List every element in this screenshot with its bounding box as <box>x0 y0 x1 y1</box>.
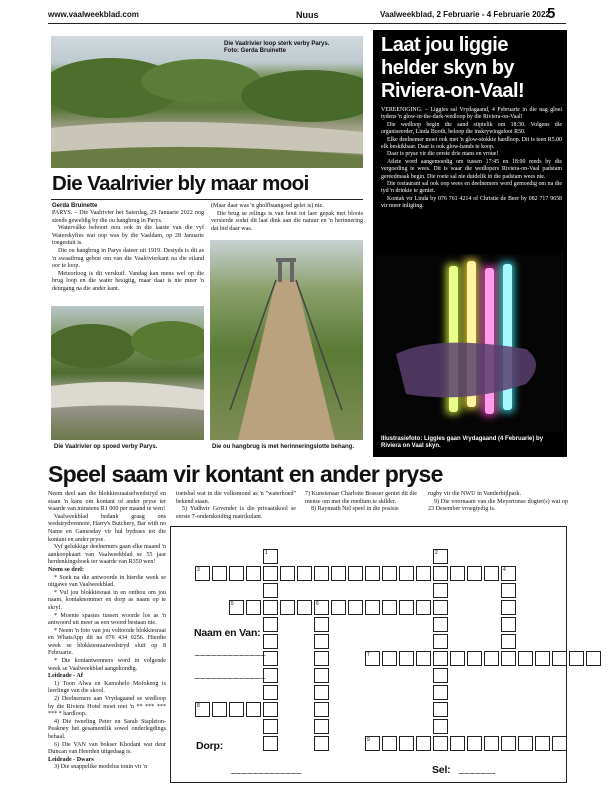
cell-line[interactable]: .............................. <box>458 767 495 776</box>
website-url[interactable]: www.vaalweekblad.com <box>48 10 139 19</box>
contest-paragraph: 1) Toon Alwa en Kamohelo Mofokeng is leerlinge van die skool. <box>48 680 166 695</box>
dateline: Vaalweekblad, 2 Februarie - 4 Februarie 2022 <box>380 10 550 19</box>
contest-headline: Speel saam vir kontant en ander pryse <box>48 461 443 487</box>
section-name: Nuus <box>296 10 319 20</box>
clue-number: 8 <box>197 703 200 709</box>
crossword-cell[interactable] <box>399 736 414 751</box>
crossword-cell[interactable] <box>263 634 278 649</box>
crossword-cell[interactable] <box>416 566 431 581</box>
contest-paragraph: 4) Die tweeling Peter en Sarah Stapleton-Peakney het gesamentlik sowel onderlegdings behaal. <box>48 718 166 740</box>
ad-paragraph: Die wedloop begin die aand stiptelik om 18:30. Volgens die organiseerder, Linda Booth, beloop die inskrywingsfooi R50. <box>381 121 562 136</box>
crossword-cell[interactable] <box>314 719 329 734</box>
crossword-cell[interactable] <box>314 634 329 649</box>
crossword-cell[interactable] <box>280 600 295 615</box>
town-line[interactable]: .......................................................... <box>230 767 301 776</box>
crossword-cell[interactable] <box>535 651 550 666</box>
glowsticks-photo <box>376 254 564 432</box>
crossword-cell[interactable] <box>399 651 414 666</box>
clue-number: 9 <box>367 737 370 743</box>
contest-column-4 <box>428 491 568 514</box>
crossword-cell[interactable] <box>263 719 278 734</box>
contest-paragraph: * Vul jou blokkiesraai in en onthou om jou naam, kontaknommer en dorp as naam op te skryf. <box>48 589 166 611</box>
crossword-cell[interactable] <box>484 651 499 666</box>
clue-number: 4 <box>503 567 506 573</box>
story-paragraph: (Maar daar was 'n gholfbaangoed gelei is) nie. <box>211 203 324 209</box>
ad-paragraph: Die restaurant sal ook oop wees en deelnemers word gemoedig om na die tyd 'n drinkie te geniet. <box>381 181 562 195</box>
story-paragraph: Waterválke behoort nou ook in die laaste van die vyf Waterskyfies wat oop was by die Vaaldam, op 28 Januarie toegestuit is. <box>52 225 204 247</box>
crossword-cell[interactable] <box>552 736 567 751</box>
crossword-cell[interactable] <box>399 600 414 615</box>
crossword-cell[interactable] <box>552 651 567 666</box>
story-paragraph: Die brug se relings is van hout tot laer gepak met bloots versierde sodat dit laat dink aan die natuur en 'n herinnering dat bid daar was. <box>211 210 363 232</box>
story-paragraph: Die ou hangbrug in Parys dateer uit 1919. Destyds is dit as 'n swaaibrug gebou om van die Vaalrivierkant na die eiland oor te loop. <box>52 247 204 270</box>
crossword-cell[interactable] <box>263 566 278 581</box>
crossword-cell[interactable] <box>314 685 329 700</box>
story-rule <box>51 199 363 200</box>
name-line-2[interactable]: .......................................................... <box>194 672 265 681</box>
crossword-cell[interactable] <box>484 566 499 581</box>
bridge-graphic <box>210 240 363 440</box>
crossword-cell[interactable] <box>280 566 295 581</box>
ad-paragraph: Elke deelnemer moet ook met 'n glow-stokkie hardloop. Dit is teen R5.00 elk beskikbaar. Daar is ook glow-bands te koop. <box>381 136 562 151</box>
contest-paragraph: * Soek na die antwoorde in hierdie week se uitgawe van Vaalweekblad. <box>48 574 166 589</box>
contest-column-1 <box>48 491 166 772</box>
contest-paragraph: * Die kontantwenners word in volgende week se Vaalweekblad aangekondig. <box>48 658 166 672</box>
rapids-graphic <box>51 306 204 440</box>
vaal-river-photo <box>51 36 363 168</box>
ad-headline: Laat jou liggie helder skyn by Riviera-on-Vaal! <box>381 34 525 102</box>
crossword-cell[interactable] <box>484 736 499 751</box>
crossword-cell[interactable] <box>501 617 516 632</box>
ad-paragraph: Kontak vir Linda by 076 761 4214 of Christie de Beer by 082 717 9658 vir meer inligting. <box>381 195 562 210</box>
crossword-cell[interactable] <box>450 736 465 751</box>
crossword-cell[interactable] <box>501 651 516 666</box>
crossword-cell[interactable] <box>314 668 329 683</box>
contest-paragraph: 2) Deelnemers aan Vrydagaand se wedloop by die Riviera Hotel moet met 'n ** *** *** *** * hardloop. <box>48 696 166 718</box>
crossword-cell[interactable] <box>433 685 448 700</box>
crossword-cell[interactable] <box>263 600 278 615</box>
crossword-cell[interactable] <box>229 702 244 717</box>
story-byline: Gerda Bruinette <box>52 203 98 209</box>
crossword-cell[interactable] <box>433 719 448 734</box>
story-paragraph: Meteorloog is dit verskuif. Vandag kan mens wel op die brug loop en die water besigtig, maar daar is nie meer 'n deurgang na die ander kant. <box>52 270 204 292</box>
crossword-cell[interactable] <box>314 736 329 751</box>
river-rapids-photo <box>51 306 204 440</box>
crossword-cell[interactable] <box>399 566 414 581</box>
crossword-cell[interactable] <box>297 600 312 615</box>
contest-column-3 <box>305 491 417 514</box>
river-photo-caption: Die Vaalrivier loop sterk verby Parys. Foto: Gerda Bruinette <box>224 41 330 54</box>
town-label: Dorp: <box>196 740 223 752</box>
contest-paragraph: Leidrade - Af <box>48 673 83 680</box>
contest-paragraph: * Neem 'n foto van jou voltooide blokkiesraai en WhatsApp dit na 076 434 0256. Hierdie week se blokkiesraaiwedstryd sluit op 8 Februarie. <box>48 627 166 657</box>
contest-paragraph: Vaalweekblad bedank graag ons wedstrydvennote, Harry's Butchery, Bar with no Name en Gamesday vir hul bydraes tot die kontant en ander pryse. <box>48 513 166 543</box>
ad-body <box>381 107 562 211</box>
crossword-cell[interactable] <box>433 702 448 717</box>
crossword-cell[interactable] <box>416 736 431 751</box>
crossword-cell[interactable] <box>569 651 584 666</box>
crossword-cell[interactable] <box>263 651 278 666</box>
contest-paragraph: Neem so deel: <box>48 566 84 573</box>
clue-number: 2 <box>435 550 438 556</box>
story-column-1 <box>52 210 204 294</box>
contest-paragraph: toetsbal wat in die volksmond as 'n "waterhoed" bekend staan. <box>176 491 296 505</box>
crossword-cell[interactable] <box>433 668 448 683</box>
crossword-cell[interactable] <box>314 651 329 666</box>
contest-paragraph: * Moenie spasies tussen woorde los as 'n antwoord uit meer as een woord bestaan nie. <box>48 612 166 627</box>
crossword-cell[interactable] <box>433 634 448 649</box>
crossword-cell[interactable] <box>518 736 533 751</box>
crossword-cell[interactable] <box>246 566 261 581</box>
crossword-cell[interactable] <box>450 651 465 666</box>
crossword-cell[interactable] <box>314 566 329 581</box>
contest-paragraph: 6) Die VAN van bokser Khodani wat deur Duncan van Heerden uitgedaag is. <box>48 741 166 756</box>
bridge-photo-caption: Die ou hangbrug is met herinneringslotte behang. <box>212 444 355 450</box>
header-rule <box>48 23 566 24</box>
name-label: Naam en Van: <box>194 627 261 639</box>
crossword-cell[interactable] <box>212 702 227 717</box>
story-paragraph: PARYS. – Die Vaalrivier het Saterdag, 29 Januarie 2022 nog steeds geweldig by die ou hangbrug in Parys. <box>52 210 204 224</box>
crossword-cell[interactable] <box>586 651 601 666</box>
crossword-cell[interactable] <box>450 566 465 581</box>
cell-label: Sel: <box>432 764 451 776</box>
crossword-cell[interactable] <box>433 600 448 615</box>
ad-paragraph: Atlete word aangemoedig om tussen 17:45 en 18:00 reeds by die vergoeding te wees. Dit is waar die wedlopers Riviera-on-Vaal padstam gereedmaak begin. Die roete sal nie duidelik in die padstam wees nie. <box>381 158 562 180</box>
contest-paragraph: Leidrade - Dwars <box>48 756 94 763</box>
contest-paragraph: 9) Die voornaam van die Meyertonse dogter(s) wat op 23 Desember vroegtydig is. <box>428 498 568 513</box>
crossword-cell[interactable] <box>518 651 533 666</box>
crossword-cell[interactable] <box>263 736 278 751</box>
crossword-cell[interactable] <box>348 566 363 581</box>
clue-number: 3 <box>197 567 200 573</box>
crossword-cell[interactable] <box>433 566 448 581</box>
crossword-cell[interactable] <box>382 736 397 751</box>
contest-paragraph: Vyf gelukkige deelnemers gaan elke maand 'n aankoopkaart van Vaalweekblad se 55 jaar herdenkingsboek ter waarde van R350 wen! <box>48 544 166 566</box>
crossword-cell[interactable] <box>229 566 244 581</box>
contest-paragraph: 8) Rayneath Nel speel in die posisie <box>311 506 399 513</box>
crossword-cell[interactable] <box>501 736 516 751</box>
crossword-cell[interactable] <box>365 566 380 581</box>
crossword-cell[interactable] <box>263 685 278 700</box>
crossword-cell[interactable] <box>467 566 482 581</box>
crossword-cell[interactable] <box>263 583 278 598</box>
contest-paragraph: 7) Kunstenaar Charlotte Brasser geniet dit die mense om met die medium te skilder. <box>305 491 417 505</box>
contest-paragraph: Neem deel aan die blokkiesraaiselwedstryd en staan 'n kans om kontant of ander pryse ter waarde van minstens R1 000 per maand te wen! <box>48 491 166 513</box>
crossword-cell[interactable] <box>212 566 227 581</box>
crossword-cell[interactable] <box>382 651 397 666</box>
river-scene-graphic <box>51 36 363 168</box>
crossword-cell[interactable] <box>382 600 397 615</box>
crossword-cell[interactable] <box>348 600 363 615</box>
crossword-cell[interactable] <box>416 600 431 615</box>
clue-number: 7 <box>367 652 370 658</box>
crossword-cell[interactable] <box>433 651 448 666</box>
suspension-bridge-photo <box>210 240 363 440</box>
crossword-cell[interactable] <box>416 651 431 666</box>
crossword-cell[interactable] <box>382 566 397 581</box>
clue-number: 1 <box>265 550 268 556</box>
ad-paragraph: Daar is pryse vir die eerste drie mans en vroue! <box>387 151 499 158</box>
crossword-cell[interactable] <box>314 702 329 717</box>
contest-column-2 <box>176 491 296 521</box>
ad-photo-caption: Illustrasiefoto: Liggies gaan Vrydagaand (4 Februarie) by Riviera on Vaal skyn. <box>381 436 544 449</box>
clue-number: 6 <box>316 601 319 607</box>
crossword-cell[interactable] <box>467 651 482 666</box>
rapids-photo-caption: Die Vaalrivier op spoed verby Parys. <box>54 444 158 450</box>
crossword-cell[interactable] <box>535 736 550 751</box>
crossword-cell[interactable] <box>246 702 261 717</box>
ad-paragraph: VEREENIGING. – Liggies sal Vrydagaand, 4 Februarie in die nag gloei tydens 'n glow-in-the-dark-wedloop by die Riviera-on-Vaal! <box>381 107 562 121</box>
story-headline: Die Vaalrivier bly maar mooi <box>52 172 309 195</box>
crossword-cell[interactable] <box>297 566 312 581</box>
crossword-cell[interactable] <box>433 736 448 751</box>
crossword-cell[interactable] <box>263 617 278 632</box>
name-line[interactable]: .......................................................... <box>194 649 265 658</box>
crossword-cell[interactable] <box>314 617 329 632</box>
clue-number: 5 <box>231 601 234 607</box>
crossword-cell[interactable] <box>433 617 448 632</box>
crossword-cell[interactable] <box>433 583 448 598</box>
crossword-cell[interactable] <box>263 702 278 717</box>
story-column-2 <box>211 203 363 233</box>
contest-paragraph: rugby vir die NWU in Vanderbijlpark. <box>428 491 521 497</box>
crossword-cell[interactable] <box>246 600 261 615</box>
crossword-cell[interactable] <box>331 600 346 615</box>
contest-paragraph: 5) Yudhvir Govender is die privaatskool se eerste 7-onderskeiding matrikulant. <box>176 506 296 520</box>
page-number: 5 <box>547 5 556 22</box>
glowsticks-graphic <box>376 254 564 432</box>
crossword-cell[interactable] <box>365 600 380 615</box>
crossword-cell[interactable] <box>331 566 346 581</box>
crossword-cell[interactable] <box>263 668 278 683</box>
crossword-cell[interactable] <box>501 583 516 598</box>
contest-paragraph: 3) Die snappelike modelus tonin vir 'n <box>54 764 148 771</box>
crossword-cell[interactable] <box>501 634 516 649</box>
crossword-cell[interactable] <box>501 600 516 615</box>
crossword-cell[interactable] <box>467 736 482 751</box>
